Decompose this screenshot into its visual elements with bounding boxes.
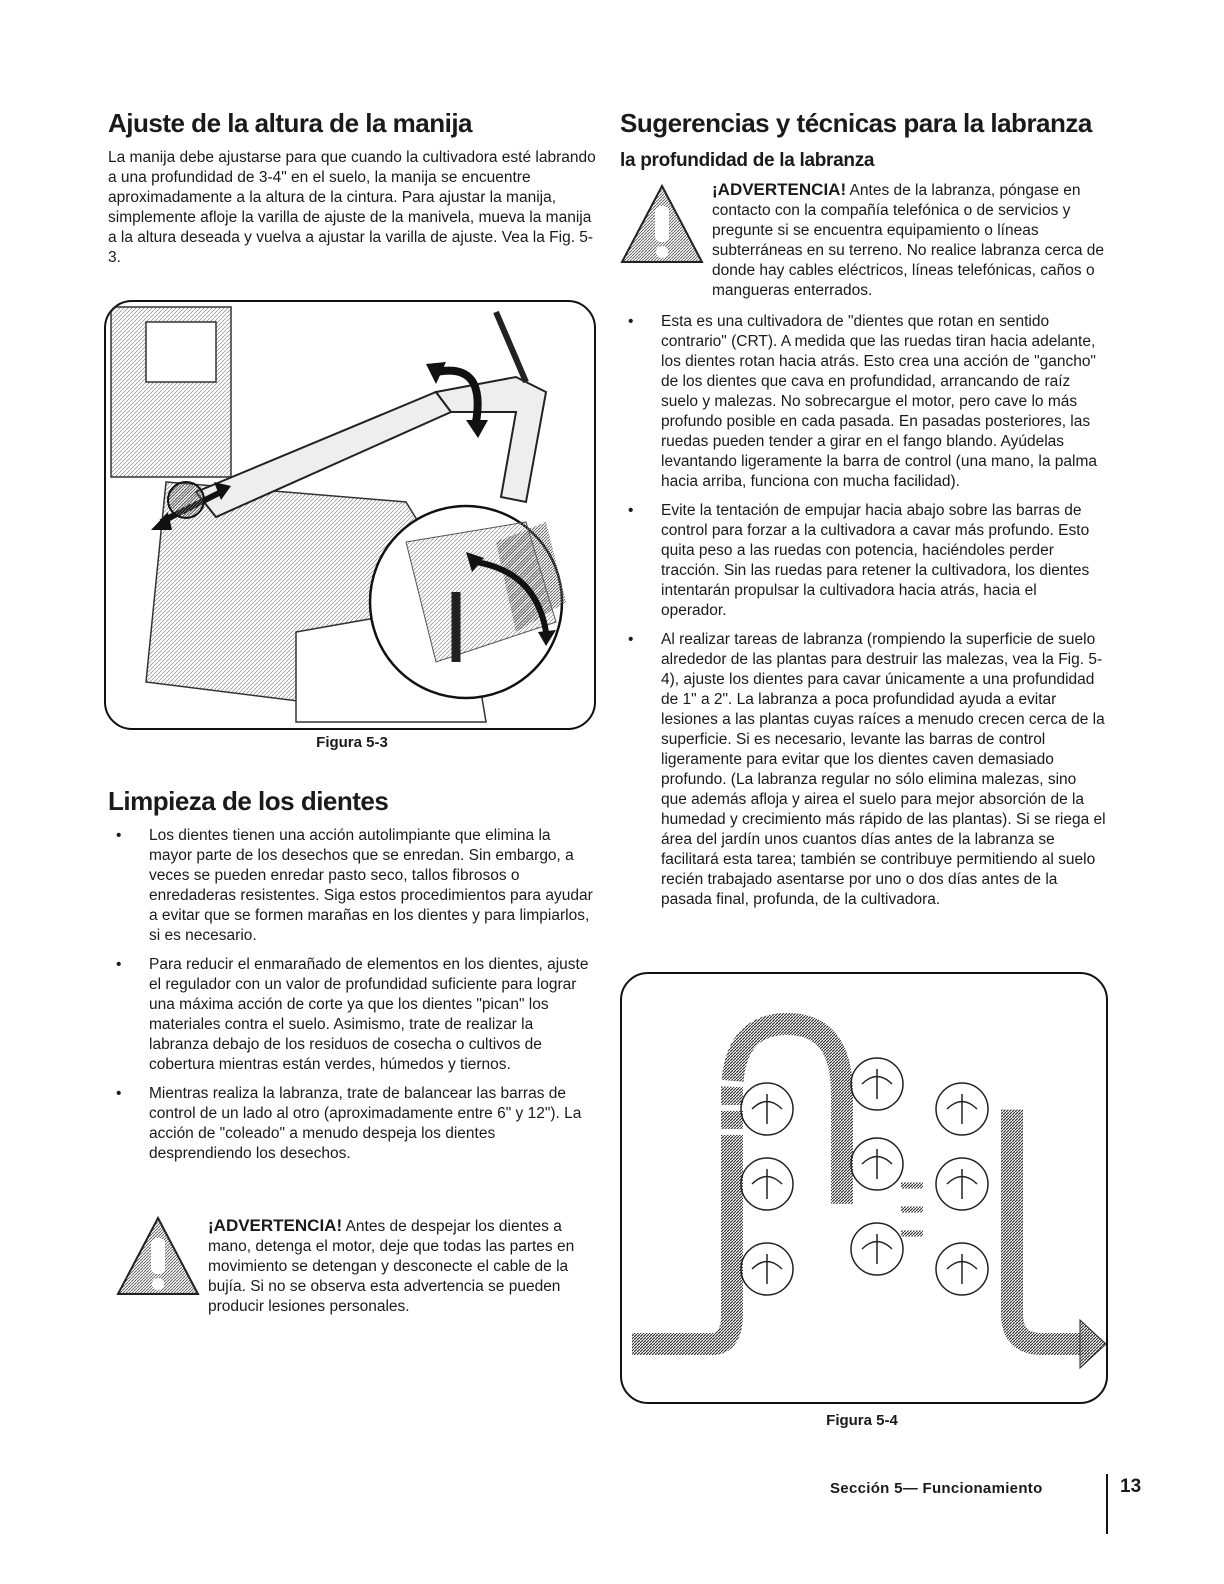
subheading-tilling-depth: la profundidad de la labranza — [620, 150, 875, 171]
plant-group — [741, 1058, 988, 1295]
warning-icon — [620, 184, 704, 264]
list-item: • Mientras realiza la labranza, trate de balancear las barras de control de un lado al otro (aproximadamente entre 6" y 12"). La acción de "coleado" a menudo despeja los dientes desprendiendo los desechos. — [116, 1085, 582, 1162]
figure-5-4 — [620, 972, 1108, 1404]
warning-label: ¡ADVERTENCIA! — [208, 1216, 343, 1235]
footer-divider — [1106, 1474, 1108, 1534]
warning-icon — [116, 1216, 200, 1296]
handle-paragraph: La manija debe ajustarse para que cuando la cultivadora esté labrando a una profundidad de 3-4" en el suelo, la manija se encuentre aproximadamente a la altura de la cintura. Para ajustar la manija, simplemente afloje la varilla de ajuste de la manivela, mueva la manija a la altura deseada y vuelva a ajustar la varilla de ajuste. Vea la Fig. 5-3. — [108, 149, 596, 266]
tilling-tips-list — [628, 312, 1106, 919]
list-item: • Para reducir el enmarañado de elementos en los dientes, ajuste el regulador con un valor de profundidad suficiente para lograr una máxima acción de corte ya que los dientes "pican" los materiales contra el suelo. Asimismo, trate de realizar la labranza debajo de los residuos de cosecha o cultivos de cobertura mientras están verdes, húmedos y tiernos. — [116, 956, 589, 1073]
heading-tine-cleaning: Limpieza de los dientes — [108, 786, 389, 816]
warning-text: Antes de la labranza, póngase en contacto con la compañía telefónica o de servicios y pregunte si se encuentra equipamiento o líneas subterráneas en su terreno. No realice labranza cerca de donde hay cables eléctricos, líneas telefónicas, caños o mangueras enterrados. — [712, 182, 1105, 299]
tine-cleaning-list — [116, 826, 596, 1173]
figure-5-3-caption: Figura 5-3 — [316, 734, 388, 751]
heading-tilling-tips: Sugerencias y técnicas para la labranza — [620, 108, 1092, 138]
list-item: • Evite la tentación de empujar hacia abajo sobre las barras de control para forzar a la cultivadora a cavar más profundo. Esto quita peso a las ruedas con potencia, haciéndoles perder tracción. Sin las ruedas para retener la cultivadora, los dientes intentarán propulsar la cultivadora hacia atrás, hacia el operador. — [628, 502, 1090, 619]
cultivation-pattern-illustration — [622, 974, 1106, 1402]
warning-block-tines — [116, 1216, 586, 1326]
heading-handle-adjust: Ajuste de la altura de la manija — [108, 108, 473, 138]
warning-block-utilities — [620, 180, 1110, 304]
list-item: • Los dientes tienen una acción autolimpiante que elimina la mayor parte de los desechos que se enredan. Sin embargo, a veces se pueden enredar pasto seco, tallos fibrosos o enredaderas resistentes. Siga estos procedimientos para ayudar a evitar que se formen marañas en los dientes y para limpiarlos, si es necesario. — [116, 827, 593, 944]
footer-section-title: Sección 5— Funcionamiento — [830, 1480, 1043, 1497]
list-item: • Esta es una cultivadora de "dientes que rotan en sentido contrario" (CRT). A medida que las ruedas tiran hacia adelante, los dientes rotan hacia atrás. Esto crea una acción de "gancho" de los dientes que cava en profundidad, arrancando de raíz suelo y malezas. No sobrecargue el motor, pero cave lo más profundo posible en cada pasada. En pasadas posteriores, las ruedas pueden tender a girar en el fango blando. Ayúdelas levantando ligeramente la barra de control (una mano, la palma hacia arriba, funciona con mucha facilidad). — [628, 313, 1097, 490]
figure-5-3 — [104, 300, 596, 730]
list-item: • Al realizar tareas de labranza (rompiendo la superficie de suelo alrededor de las plantas para destruir las malezas, vea la Fig. 5-4), ajuste los dientes para cavar únicamente a una profundidad de 1" a 2". La labranza a poca profundidad ayuda a evitar lesiones a las plantas cuyas raíces a menudo crecen cerca de la superficie. Si es necesario, levante las barras de control ligeramente para evitar que los dientes caven demasiado profundo. (La labranza regular no sólo elimina malezas, sino que además afloja y airea el suelo para mejor absorción de la humedad y crecimiento más rápido de las plantas). Si se riega el área del jardín unos cuantos días antes de la labranza se facilitará esta tarea; también se contribuye permitiendo al suelo recién trabajado asentarse por uno o dos días antes de la pasada final, profunda, de la cultivadora. — [628, 631, 1106, 908]
warning-text: Antes de despejar los dientes a mano, detenga el motor, deje que todas las partes en movimiento se detengan y desconecte el cable de la bujía. Si no se observa esta advertencia se pueden producir lesiones personales. — [208, 1218, 575, 1315]
figure-5-4-caption: Figura 5-4 — [826, 1412, 898, 1429]
warning-label: ¡ADVERTENCIA! — [712, 180, 847, 199]
page-number: 13 — [1120, 1476, 1142, 1497]
tiller-handle-illustration — [106, 302, 594, 728]
